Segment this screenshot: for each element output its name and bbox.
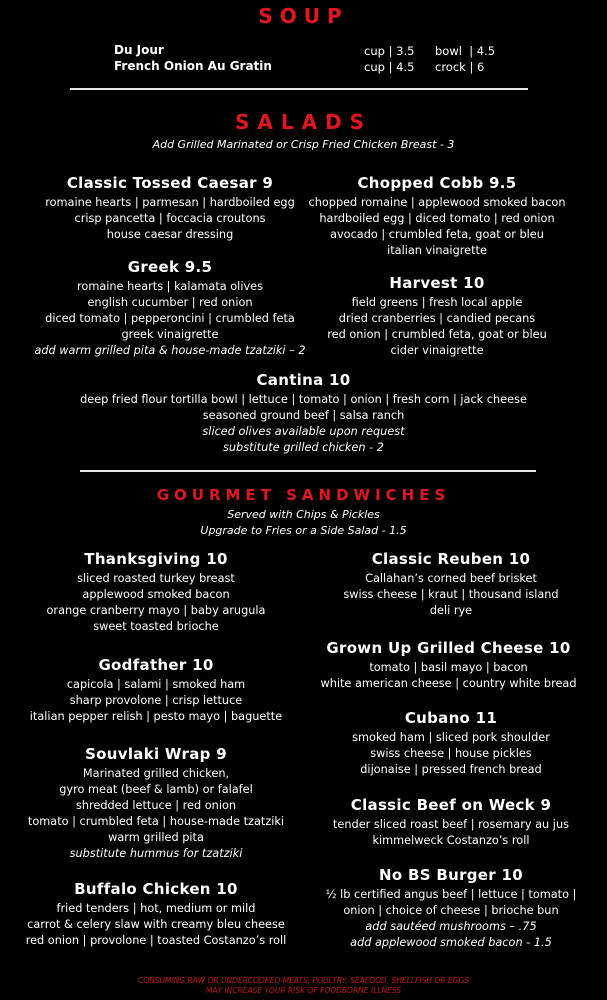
menu-item-grilled-cheese (290, 639, 607, 692)
item-name: Buffalo Chicken 10 (74, 880, 238, 898)
item-description: deep fried flour tortilla bowl | lettuce | tomato | onion | fresh corn | jack cheese (80, 393, 527, 406)
menu-item-reuben (295, 550, 607, 619)
menu-item-no-bs-burger (295, 866, 607, 951)
soup-title: SOUP (258, 4, 349, 28)
item-description: carrot & celery slaw with creamy bleu cheese (27, 918, 285, 931)
soup-item-cup-price: cup | 3.5 (364, 44, 415, 58)
menu-item-beef-on-weck (295, 796, 607, 849)
item-name: Cubano 11 (404, 709, 498, 727)
soup-item-cup-price: cup | 4.5 (364, 60, 415, 74)
item-description: diced tomato | pepperoncini | crumbled feta (45, 312, 295, 325)
item-description: italian pepper relish | pesto mayo | baguette (29, 710, 283, 723)
menu-item-buffalo-chicken (0, 880, 312, 949)
menu-item-caesar (20, 174, 320, 243)
item-name: No BS Burger 10 (379, 866, 523, 884)
item-addon: add warm grilled pita & house-made tzatziki – 2 (34, 344, 306, 357)
item-description: fried tenders | hot, medium or mild (56, 902, 256, 915)
item-description: Callahan’s corned beef brisket (365, 572, 537, 585)
item-description: ½ lb certified angus beef | lettuce | tomato | (325, 888, 577, 901)
item-description: kimmelweck Costanzo’s roll (372, 834, 530, 847)
menu-item-godfather (0, 656, 312, 725)
item-name: Chopped Cobb 9.5 (357, 174, 517, 192)
item-addon: add sautéed mushrooms – .75 (365, 920, 537, 933)
salads-subtitle: Add Grilled Marinated or Crisp Fried Chicken Breast - 3 (152, 138, 455, 151)
item-name: Thanksgiving 10 (84, 550, 228, 568)
item-description: tomato | crumbled feta | house-made tzatziki (27, 815, 285, 828)
menu-item-thanksgiving (0, 550, 312, 635)
item-description: tomato | basil mayo | bacon (369, 661, 528, 674)
item-description: onion | choice of cheese | brioche bun (343, 904, 559, 917)
item-name: Grown Up Grilled Cheese 10 (326, 639, 571, 657)
item-description: romaine hearts | parmesan | hardboiled egg (45, 196, 295, 209)
item-description: seasoned ground beef | salsa ranch (202, 409, 405, 422)
salads-title: SALADS (234, 110, 373, 134)
item-name: Greek 9.5 (127, 258, 213, 276)
disclaimer-line: CONSUMING RAW OR UNDERCOOKED MEATS, POULTRY, SEAFOOD, SHELLFISH OR EGGS (137, 976, 470, 985)
item-description: applewood smoked bacon (82, 588, 230, 601)
item-addon: substitute hummus for tzatziki (69, 847, 243, 860)
item-description: dijonaise | pressed french bread (360, 763, 542, 776)
item-name: Cantina 10 (256, 371, 351, 389)
item-description: crisp pancetta | foccacia croutons (74, 212, 266, 225)
item-description: swiss cheese | kraut | thousand island (343, 588, 559, 601)
item-description: house caesar dressing (106, 228, 234, 241)
item-description: smoked ham | sliced pork shoulder (352, 731, 550, 744)
item-description: white american cheese | country white bread (320, 677, 577, 690)
item-description: romaine hearts | kalamata olives (77, 280, 263, 293)
item-description: hardboiled egg | diced tomato | red onion (319, 212, 555, 225)
sandwiches-subtitle: Served with Chips & Pickles (227, 508, 380, 521)
item-name: Classic Beef on Weck 9 (350, 796, 552, 814)
menu-item-souvlaki (0, 745, 312, 862)
item-description: field greens | fresh local apple (351, 296, 523, 309)
item-description: gyro meat (beef & lamb) or falafel (59, 783, 253, 796)
item-description: shredded lettuce | red onion (75, 799, 237, 812)
item-description: swiss cheese | house pickles (370, 747, 532, 760)
disclaimer-line: MAY INCREASE YOUR RISK OF FOODBORNE ILLNESS (205, 986, 402, 995)
menu-item-cubano (295, 709, 607, 778)
food-safety-disclaimer (0, 976, 607, 996)
item-description: chopped romaine | applewood smoked bacon (308, 196, 566, 209)
item-description: sliced roasted turkey breast (77, 572, 235, 585)
item-addon: sliced olives available upon request (202, 425, 405, 438)
item-description: deli rye (429, 604, 473, 617)
divider (80, 470, 536, 472)
item-description: warm grilled pita (108, 831, 204, 844)
item-description: italian vinaigrette (387, 244, 487, 257)
item-addon: substitute grilled chicken - 2 (223, 441, 384, 454)
soup-item-name: French Onion Au Gratin (114, 59, 272, 73)
soup-item-bowl-price: bowl | 4.5 (435, 44, 496, 58)
menu-item-cantina (0, 371, 607, 456)
menu-item-greek (20, 258, 320, 359)
menu-item-harvest (287, 274, 587, 359)
item-description: dried cranberries | candied pecans (338, 312, 536, 325)
item-description: capicola | salami | smoked ham (66, 678, 246, 691)
item-description: Marinated grilled chicken, (82, 767, 230, 780)
item-name: Classic Tossed Caesar 9 (66, 174, 274, 192)
item-description: orange cranberry mayo | baby arugula (46, 604, 266, 617)
item-description: sharp provolone | crisp lettuce (69, 694, 243, 707)
sandwiches-title: GOURMET SANDWICHES (156, 486, 451, 504)
item-description: avocado | crumbled feta, goat or bleu (330, 228, 544, 241)
item-description: cider vinaigrette (390, 344, 484, 357)
item-description: tender sliced roast beef | rosemary au jus (332, 818, 569, 831)
item-description: greek vinaigrette (121, 328, 219, 341)
soup-item-crock-price: crock | 6 (435, 60, 485, 74)
item-name: Classic Reuben 10 (371, 550, 531, 568)
item-name: Souvlaki Wrap 9 (85, 745, 227, 763)
item-addon: add applewood smoked bacon - 1.5 (350, 936, 552, 949)
item-name: Harvest 10 (389, 274, 485, 292)
menu-item-cobb (287, 174, 587, 259)
item-description: sweet toasted brioche (93, 620, 219, 633)
item-description: red onion | provolone | toasted Costanzo’s roll (25, 934, 287, 947)
soup-item-name: Du Jour (114, 43, 164, 57)
item-description: red onion | crumbled feta, goat or bleu (327, 328, 547, 341)
divider (70, 88, 528, 90)
item-description: english cucumber | red onion (87, 296, 253, 309)
sandwiches-upgrade-note: Upgrade to Fries or a Side Salad - 1.5 (200, 524, 407, 537)
item-name: Godfather 10 (98, 656, 214, 674)
